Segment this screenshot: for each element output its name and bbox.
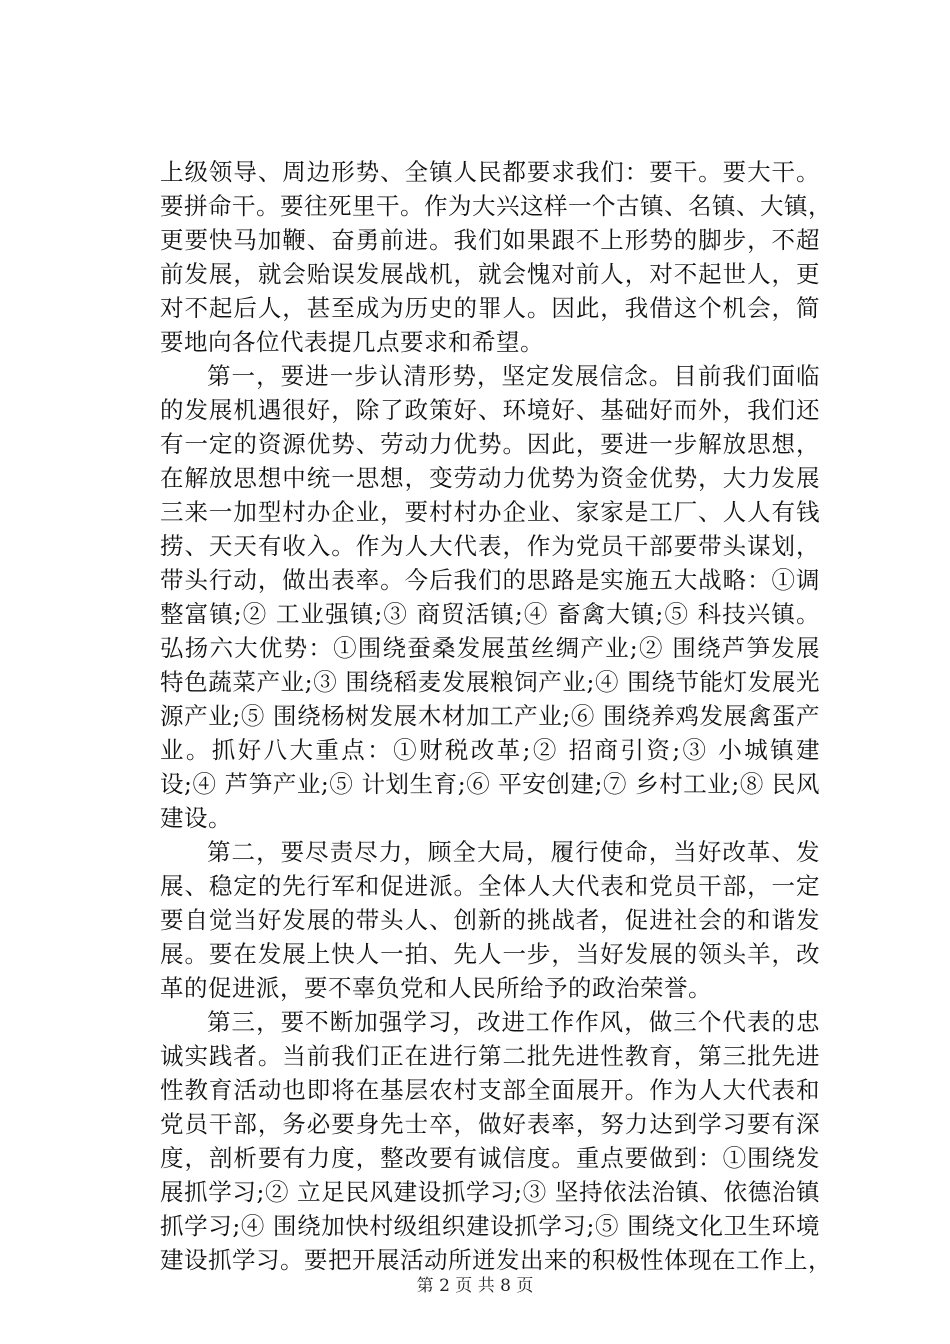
text-line: 源产业;⑤ 围绕杨树发展木材加工产业;⑥ 围绕养鸡发展禽蛋产 xyxy=(160,702,820,730)
text-line: 建设。 xyxy=(160,804,232,832)
text-line: 更要快马加鞭、奋勇前进。我们如果跟不上形势的脚步，不超 xyxy=(160,226,820,254)
text-line: 整富镇;② 工业强镇;③ 商贸活镇;④ 畜禽大镇;⑤ 科技兴镇。 xyxy=(160,600,820,628)
text-line: 诚实践者。当前我们正在进行第二批先进性教育，第三批先进 xyxy=(160,1042,820,1070)
text-line: 要拼命干。要往死里干。作为大兴这样一个古镇、名镇、大镇， xyxy=(160,192,832,220)
text-line: 党员干部，务必要身先士卒，做好表率，努力达到学习要有深 xyxy=(160,1110,820,1138)
text-line: 建设抓学习。要把开展活动所迸发出来的积极性体现在工作上， xyxy=(160,1246,832,1274)
text-line: 有一定的资源优势、劳动力优势。因此，要进一步解放思想， xyxy=(160,430,820,458)
text-line: 展抓学习;② 立足民风建设抓学习;③ 坚持依法治镇、依德治镇 xyxy=(160,1178,820,1206)
text-line: 的发展机遇很好，除了政策好、环境好、基础好而外，我们还 xyxy=(160,396,820,424)
text-line: 革的促进派，要不辜负党和人民所给予的政治荣誉。 xyxy=(160,974,712,1002)
text-line: 业。抓好八大重点：①财税改革;② 招商引资;③ 小城镇建 xyxy=(160,736,820,764)
paragraph-first-line: 第三，要不断加强学习，改进工作作风，做三个代表的忠 xyxy=(207,1008,820,1036)
text-line: 展。要在发展上快人一拍、先人一步，当好发展的领头羊，改 xyxy=(160,940,820,968)
text-line: 上级领导、周边形势、全镇人民都要求我们：要干。要大干。 xyxy=(160,158,820,186)
text-line: 要自觉当好发展的带头人、创新的挑战者，促进社会的和谐发 xyxy=(160,906,820,934)
text-line: 在解放思想中统一思想，变劳动力优势为资金优势，大力发展 xyxy=(160,464,820,492)
page-number: 第 2 页 共 8 页 xyxy=(416,1276,534,1296)
text-line: 要地向各位代表提几点要求和希望。 xyxy=(160,328,544,356)
text-line: 三来一加型村办企业，要村村办企业、家家是工厂、人人有钱 xyxy=(160,498,820,526)
paragraph-first-line: 第一，要进一步认清形势，坚定发展信念。目前我们面临 xyxy=(207,362,820,390)
text-line: 设;④ 芦笋产业;⑤ 计划生育;⑥ 平安创建;⑦ 乡村工业;⑧ 民风 xyxy=(160,770,820,798)
text-line: 抓学习;④ 围绕加快村级组织建设抓学习;⑤ 围绕文化卫生环境 xyxy=(160,1212,820,1240)
text-line: 捞、天天有收入。作为人大代表，作为党员干部要带头谋划， xyxy=(160,532,820,560)
page-footer xyxy=(0,1276,950,1296)
text-line: 特色蔬菜产业;③ 围绕稻麦发展粮饲产业;④ 围绕节能灯发展光 xyxy=(160,668,820,696)
text-line: 展、稳定的先行军和促进派。全体人大代表和党员干部，一定 xyxy=(160,872,820,900)
text-line: 带头行动，做出表率。今后我们的思路是实施五大战略：①调 xyxy=(160,566,820,594)
body-text xyxy=(160,155,832,1277)
text-line: 对不起后人，甚至成为历史的罪人。因此，我借这个机会，简 xyxy=(160,294,820,322)
text-line: 前发展，就会贻误发展战机，就会愧对前人，对不起世人，更 xyxy=(160,260,820,288)
text-line: 度，剖析要有力度，整改要有诚信度。重点要做到：①围绕发 xyxy=(160,1144,820,1172)
text-line: 性教育活动也即将在基层农村支部全面展开。作为人大代表和 xyxy=(160,1076,820,1104)
text-line: 弘扬六大优势：①围绕蚕桑发展茧丝绸产业;② 围绕芦笋发展 xyxy=(160,634,820,662)
paragraph-first-line: 第二，要尽责尽力，顾全大局，履行使命，当好改革、发 xyxy=(207,838,820,866)
